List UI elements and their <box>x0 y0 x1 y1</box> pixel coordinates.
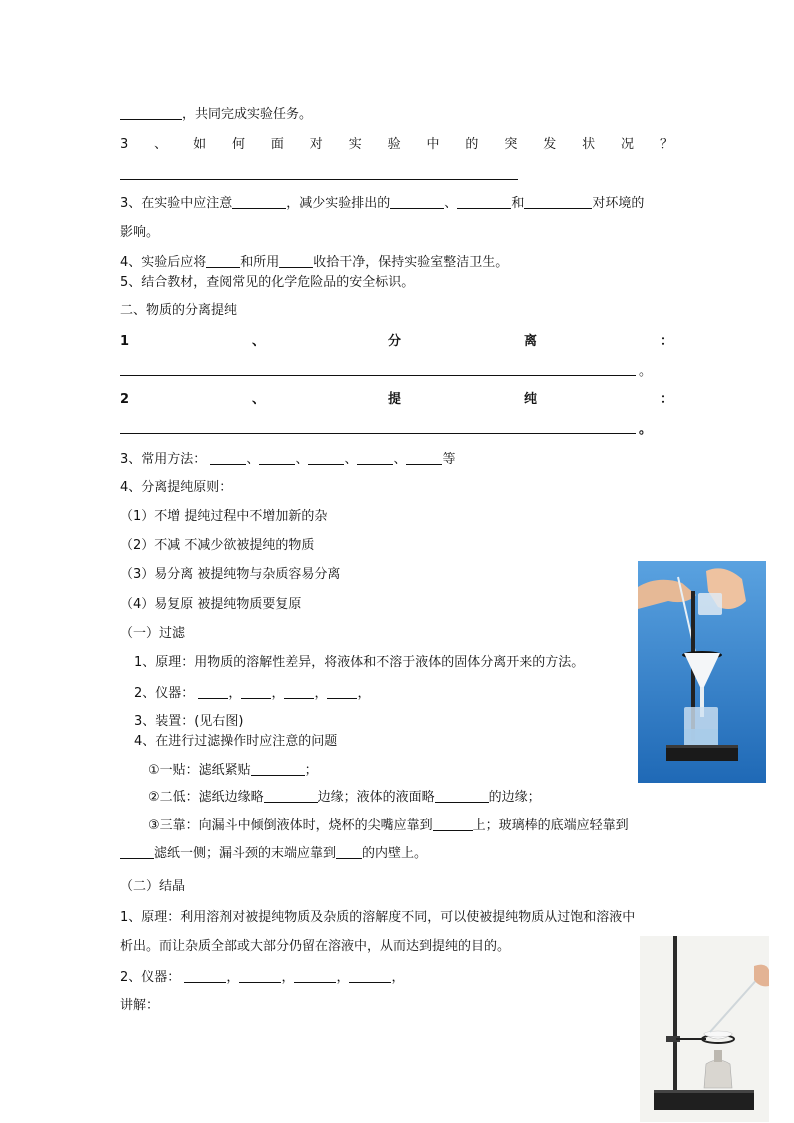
crystallization-apparatus <box>120 969 404 986</box>
spread-char: 分 <box>388 334 402 349</box>
blank <box>210 451 246 465</box>
blank <box>264 789 318 803</box>
spread-char: 中 <box>426 137 440 152</box>
filtration-photo <box>638 561 766 783</box>
two-low-text-c: 的边缘； <box>488 790 541 805</box>
filtration-setup: 3、装置：(见右图) <box>134 714 244 729</box>
blank <box>524 195 592 209</box>
blank <box>232 195 286 209</box>
spread-char: 纯 <box>523 392 537 407</box>
separator: 、 <box>295 452 309 467</box>
blank <box>184 969 226 983</box>
two-low <box>148 789 541 806</box>
three-lean-text-b: 上；玻璃棒的底端应轻靠到 <box>472 818 629 833</box>
blank <box>239 969 281 983</box>
three-lean-text-a: ③三靠：向漏斗中倾倒液体时，烧杯的尖嘴应靠到 <box>148 818 433 833</box>
blank <box>406 451 442 465</box>
answer-line <box>120 375 636 376</box>
item-3-cont: 影响。 <box>120 225 160 240</box>
item-3-line <box>120 195 644 212</box>
one-tie-end: ； <box>304 763 318 778</box>
methods-end: 等 <box>442 452 456 467</box>
spread-char: 的 <box>465 137 479 152</box>
blank <box>241 685 271 699</box>
three-lean <box>148 817 629 834</box>
spread-char: 对 <box>309 137 323 152</box>
spread-char: 实 <box>348 137 362 152</box>
separator: 、 <box>393 452 407 467</box>
spread-char: 3 <box>120 137 129 152</box>
spread-char: 如 <box>193 137 207 152</box>
blank <box>435 789 489 803</box>
spread-char: 离 <box>523 334 537 349</box>
three-lean-text-c: 滤纸一侧；漏斗颈的末端应靠到 <box>154 846 337 861</box>
item-3-text-d: 和 <box>511 196 525 211</box>
blank <box>259 451 295 465</box>
blank <box>390 195 444 209</box>
item-3-text-e: 对环境的 <box>592 196 645 211</box>
blank <box>349 969 391 983</box>
answer-line <box>120 179 518 180</box>
separator: ， <box>226 970 240 985</box>
apparatus-label: 2、仪器： <box>120 970 181 985</box>
blank <box>327 685 357 699</box>
answer-line <box>120 433 636 434</box>
purification-label <box>120 392 673 408</box>
evaporation-photo <box>640 936 769 1122</box>
question-emergency <box>120 137 673 153</box>
one-tie <box>148 762 318 779</box>
crystallization-principle-cont: 析出。而让杂质全部或大部分仍留在溶液中，从而达到提纯的目的。 <box>120 939 511 954</box>
spread-char: ？ <box>659 137 673 152</box>
spread-char: ： <box>659 334 673 349</box>
blank <box>357 451 393 465</box>
principle-3: （3）易分离 被提纯物与杂质容易分离 <box>120 567 341 582</box>
two-low-text-b: 边缘；液体的液面略 <box>317 790 435 805</box>
item-5: 5、结合教材，查阅常见的化学危险品的安全标识。 <box>120 275 415 290</box>
spread-char: 突 <box>504 137 518 152</box>
three-lean-cont <box>120 845 427 862</box>
filtration-principle: 1、原理：用物质的溶解性差异，将液体和不溶于液体的固体分离开来的方法。 <box>134 655 585 670</box>
spread-char: ： <box>659 392 673 407</box>
spread-char: 况 <box>621 137 635 152</box>
task-text: ，共同完成实验任务。 <box>182 107 313 122</box>
blank <box>457 195 511 209</box>
apparatus-label: 2、仪器： <box>134 686 195 701</box>
separation-label <box>120 334 673 350</box>
spread-char: 何 <box>231 137 245 152</box>
spread-char: 面 <box>270 137 284 152</box>
principle-1: （1）不增 提纯过程中不增加新的杂 <box>120 509 328 524</box>
spread-char: 1 <box>120 334 130 349</box>
spread-char: 状 <box>582 137 596 152</box>
separator: 、 <box>344 452 358 467</box>
methods-line <box>120 451 456 468</box>
spread-char: 、 <box>154 137 168 152</box>
item-3-text-b: ，减少实验排出的 <box>286 196 391 211</box>
blank <box>284 685 314 699</box>
one-tie-text: ①一贴：滤纸紧贴 <box>148 763 251 778</box>
spread-char: 、 <box>252 392 266 407</box>
crystallization-title: （二）结晶 <box>120 879 186 894</box>
item-4-text-c: 收拾干净，保持实验室整洁卫生。 <box>313 255 509 270</box>
task-line <box>120 106 312 123</box>
separator: ， <box>314 686 328 701</box>
methods-label: 3、常用方法： <box>120 452 207 467</box>
blank <box>308 451 344 465</box>
spread-char: 2 <box>120 392 130 407</box>
separator: 、 <box>246 452 260 467</box>
separator: ， <box>357 686 371 701</box>
spread-char: 验 <box>387 137 401 152</box>
spread-char: 、 <box>252 334 266 349</box>
blank <box>120 106 182 120</box>
separator: ， <box>281 970 295 985</box>
separator: ， <box>336 970 350 985</box>
blank <box>206 254 240 268</box>
principle-2: （2）不减 不减少欲被提纯的物质 <box>120 538 315 553</box>
item-3-text-a: 3、在实验中应注意 <box>120 196 233 211</box>
filtration-attention: 4、在进行过滤操作时应注意的问题 <box>134 734 338 749</box>
spread-char: 提 <box>388 392 402 407</box>
period: 。 <box>639 422 653 437</box>
crystallization-principle: 1、原理：利用溶剂对被提纯物质及杂质的溶解度不同，可以使被提纯物质从过饱和溶液中 <box>120 910 636 925</box>
item-3-text-c: 、 <box>444 196 458 211</box>
blank <box>279 254 313 268</box>
blank <box>336 845 362 859</box>
three-lean-text-d: 的内壁上。 <box>362 846 428 861</box>
separator: ， <box>271 686 285 701</box>
filtration-apparatus <box>134 685 370 702</box>
blank <box>433 817 473 831</box>
principle-4: （4）易复原 被提纯物质要复原 <box>120 597 302 612</box>
explanation-label: 讲解： <box>120 998 160 1013</box>
spread-char: 发 <box>543 137 557 152</box>
period: 。 <box>639 364 653 379</box>
blank <box>251 762 305 776</box>
blank <box>198 685 228 699</box>
filtration-title: （一）过滤 <box>120 626 186 641</box>
section-2-heading: 二、物质的分离提纯 <box>120 303 238 318</box>
separator: ， <box>228 686 242 701</box>
principle-title: 4、分离提纯原则： <box>120 480 233 495</box>
two-low-text-a: ②二低：滤纸边缘略 <box>148 790 264 805</box>
blank <box>120 845 154 859</box>
item-4-text-a: 4、实验后应将 <box>120 255 207 270</box>
item-4-text-b: 和所用 <box>240 255 280 270</box>
item-4-line <box>120 254 508 271</box>
blank <box>294 969 336 983</box>
separator: ， <box>391 970 405 985</box>
